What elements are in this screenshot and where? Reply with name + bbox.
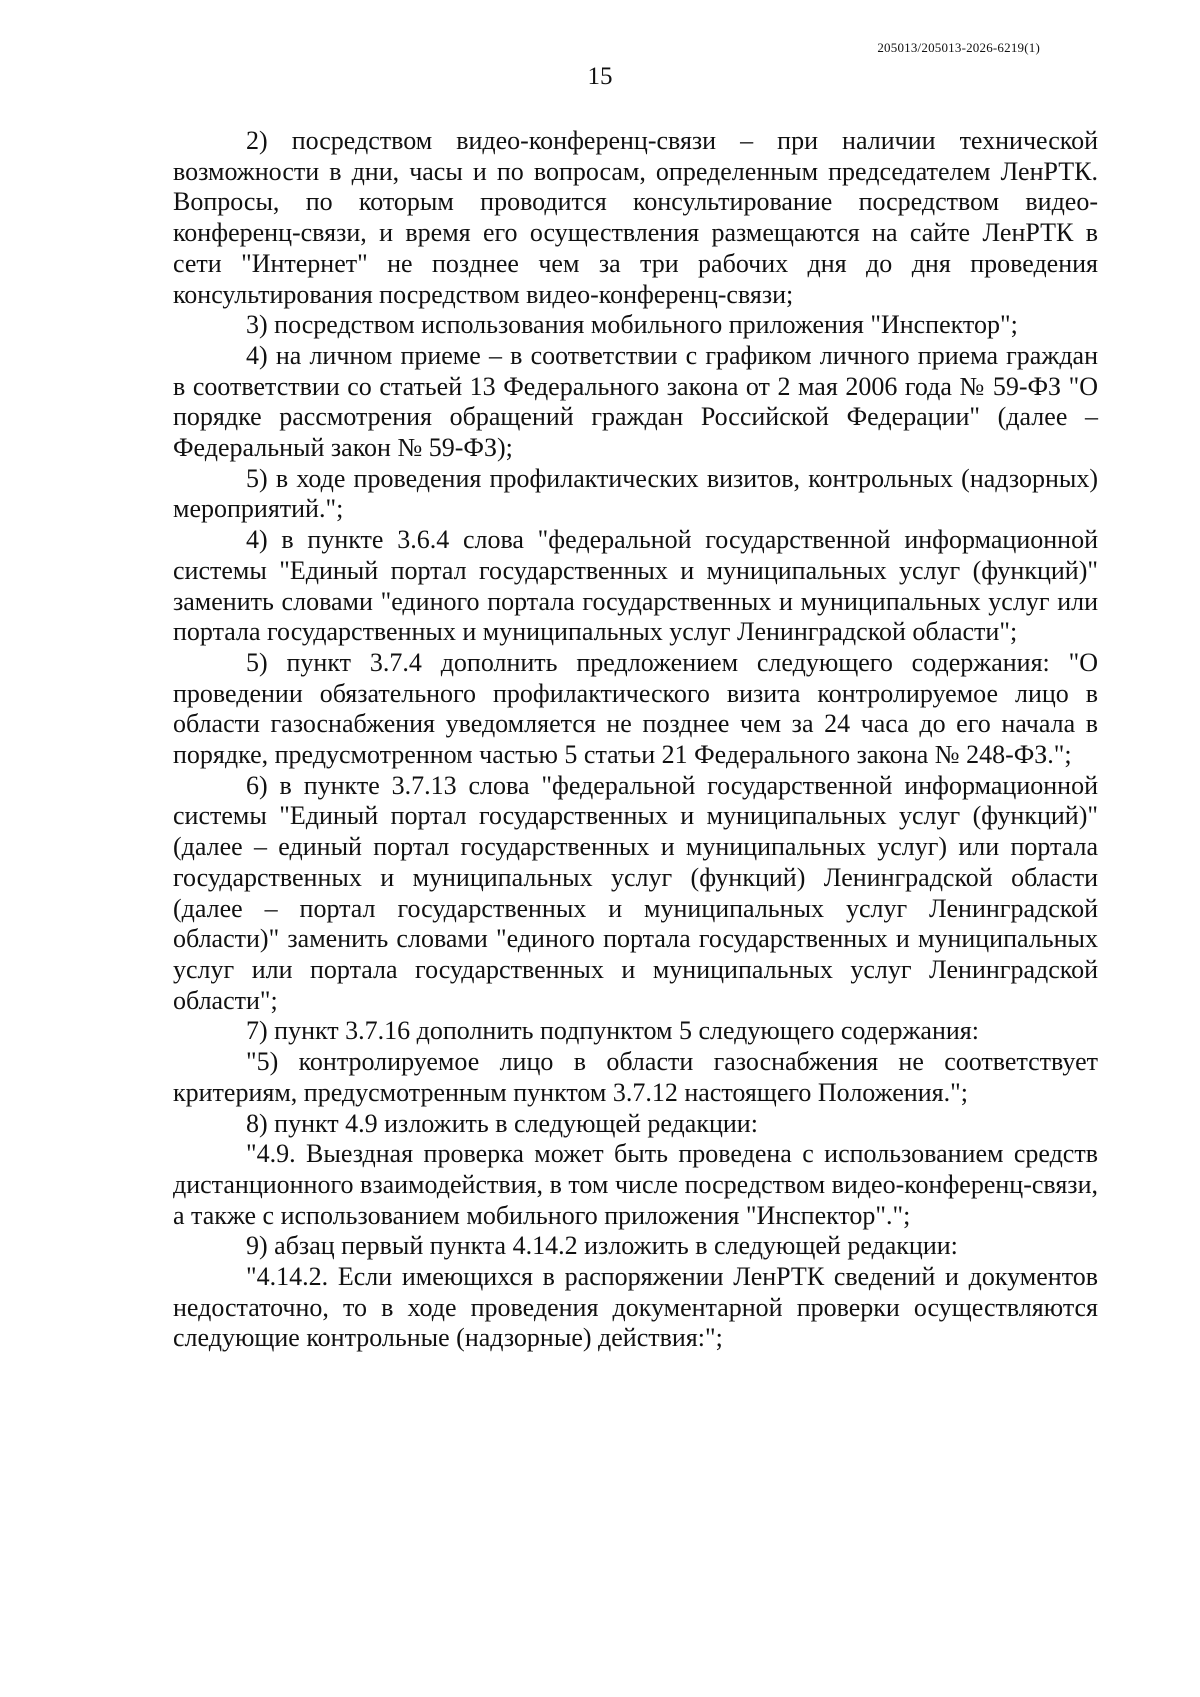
paragraph-field-inspection: "4.9. Выездная проверка может быть проведена с использованием средств дистанционного взаимодействия, в том числе посредством видео-конференц-связи, а также с использованием мобильного приложения "Инспектор"."; [173, 1139, 1098, 1230]
paragraph-amendment-4-9: 8) пункт 4.9 изложить в следующей редакции: [246, 1108, 758, 1138]
paragraph-personal-reception: 4) на личном приеме – в соответствии с графиком личного приема граждан в соответствии со статьей 13 Федерального закона от 2 мая 2006 года № 59-ФЗ "О порядке рассмотрения обращений граждан Российской Федерации" (далее – Федеральный закон № 59-ФЗ); [173, 340, 1098, 463]
page-number: 15 [587, 63, 613, 90]
paragraph-mobile-app: 3) посредством использования мобильного приложения "Инспектор"; [246, 310, 1018, 340]
paragraph-preventive-visits: 5) в ходе проведения профилактических визитов, контрольных (надзорных) мероприятий."; [173, 463, 1098, 524]
document-reference-number: 205013/205013-2026-6219(1) [877, 40, 1040, 55]
paragraph-amendment-3-7-16: 7) пункт 3.7.16 дополнить подпунктом 5 следующего содержания: [246, 1016, 979, 1046]
paragraph-amendment-4-14-2: 9) абзац первый пункта 4.14.2 изложить в следующей редакции: [246, 1231, 958, 1261]
paragraph-documentary-check: "4.14.2. Если имеющихся в распоряжении ЛенРТК сведений и документов недостаточно, то в ходе проведения документарной проверки осуществляются следующие контрольные (надзорные) действия:"; [173, 1262, 1098, 1353]
paragraph-consultation-video: 2) посредством видео-конференц-связи – при наличии технической возможности в дни, часы и по вопросам, определенным председателем ЛенРТК. Вопросы, по которым проводится консультирование посредством видео-конференц-связи, и время его осуществления размещаются на сайте ЛенРТК в сети "Интернет" не позднее чем за три рабочих дня до дня проведения консультирования посредством видео-конференц-связи; [173, 126, 1098, 309]
paragraph-amendment-3-7-4: 5) пункт 3.7.4 дополнить предложением следующего содержания: "О проведении обязательного профилактического визита контролируемое лицо в области газоснабжения уведомляется не позднее чем за 24 часа до его начала в порядке, предусмотренном частью 5 статьи 21 Федерального закона № 248-ФЗ."; [173, 647, 1098, 770]
paragraph-subitem-5-criteria: "5) контролируемое лицо в области газоснабжения не соответствует критериям, предусмотренным пунктом 3.7.12 настоящего Положения."; [173, 1047, 1098, 1107]
paragraph-amendment-3-7-13: 6) в пункте 3.7.13 слова "федеральной государственной информационной системы "Единый портал государственных и муниципальных услуг (функций)" (далее – единый портал государственных и муниципальных услуг) или портала государственных и муниципальных услуг (функций) Ленинградской области (далее – портал государственных и муниципальных услуг Ленинградской области)" заменить словами "единого портала государственных и муниципальных услуг или портала государственных и муниципальных услуг Ленинградской области"; [173, 770, 1098, 1015]
document-body [173, 126, 1098, 1354]
paragraph-amendment-3-6-4: 4) в пункте 3.6.4 слова "федеральной государственной информационной системы "Единый портал государственных и муниципальных услуг (функций)" заменить словами "единого портала государственных и муниципальных услуг или портала государственных и муниципальных услуг Ленинградской области"; [173, 525, 1098, 647]
